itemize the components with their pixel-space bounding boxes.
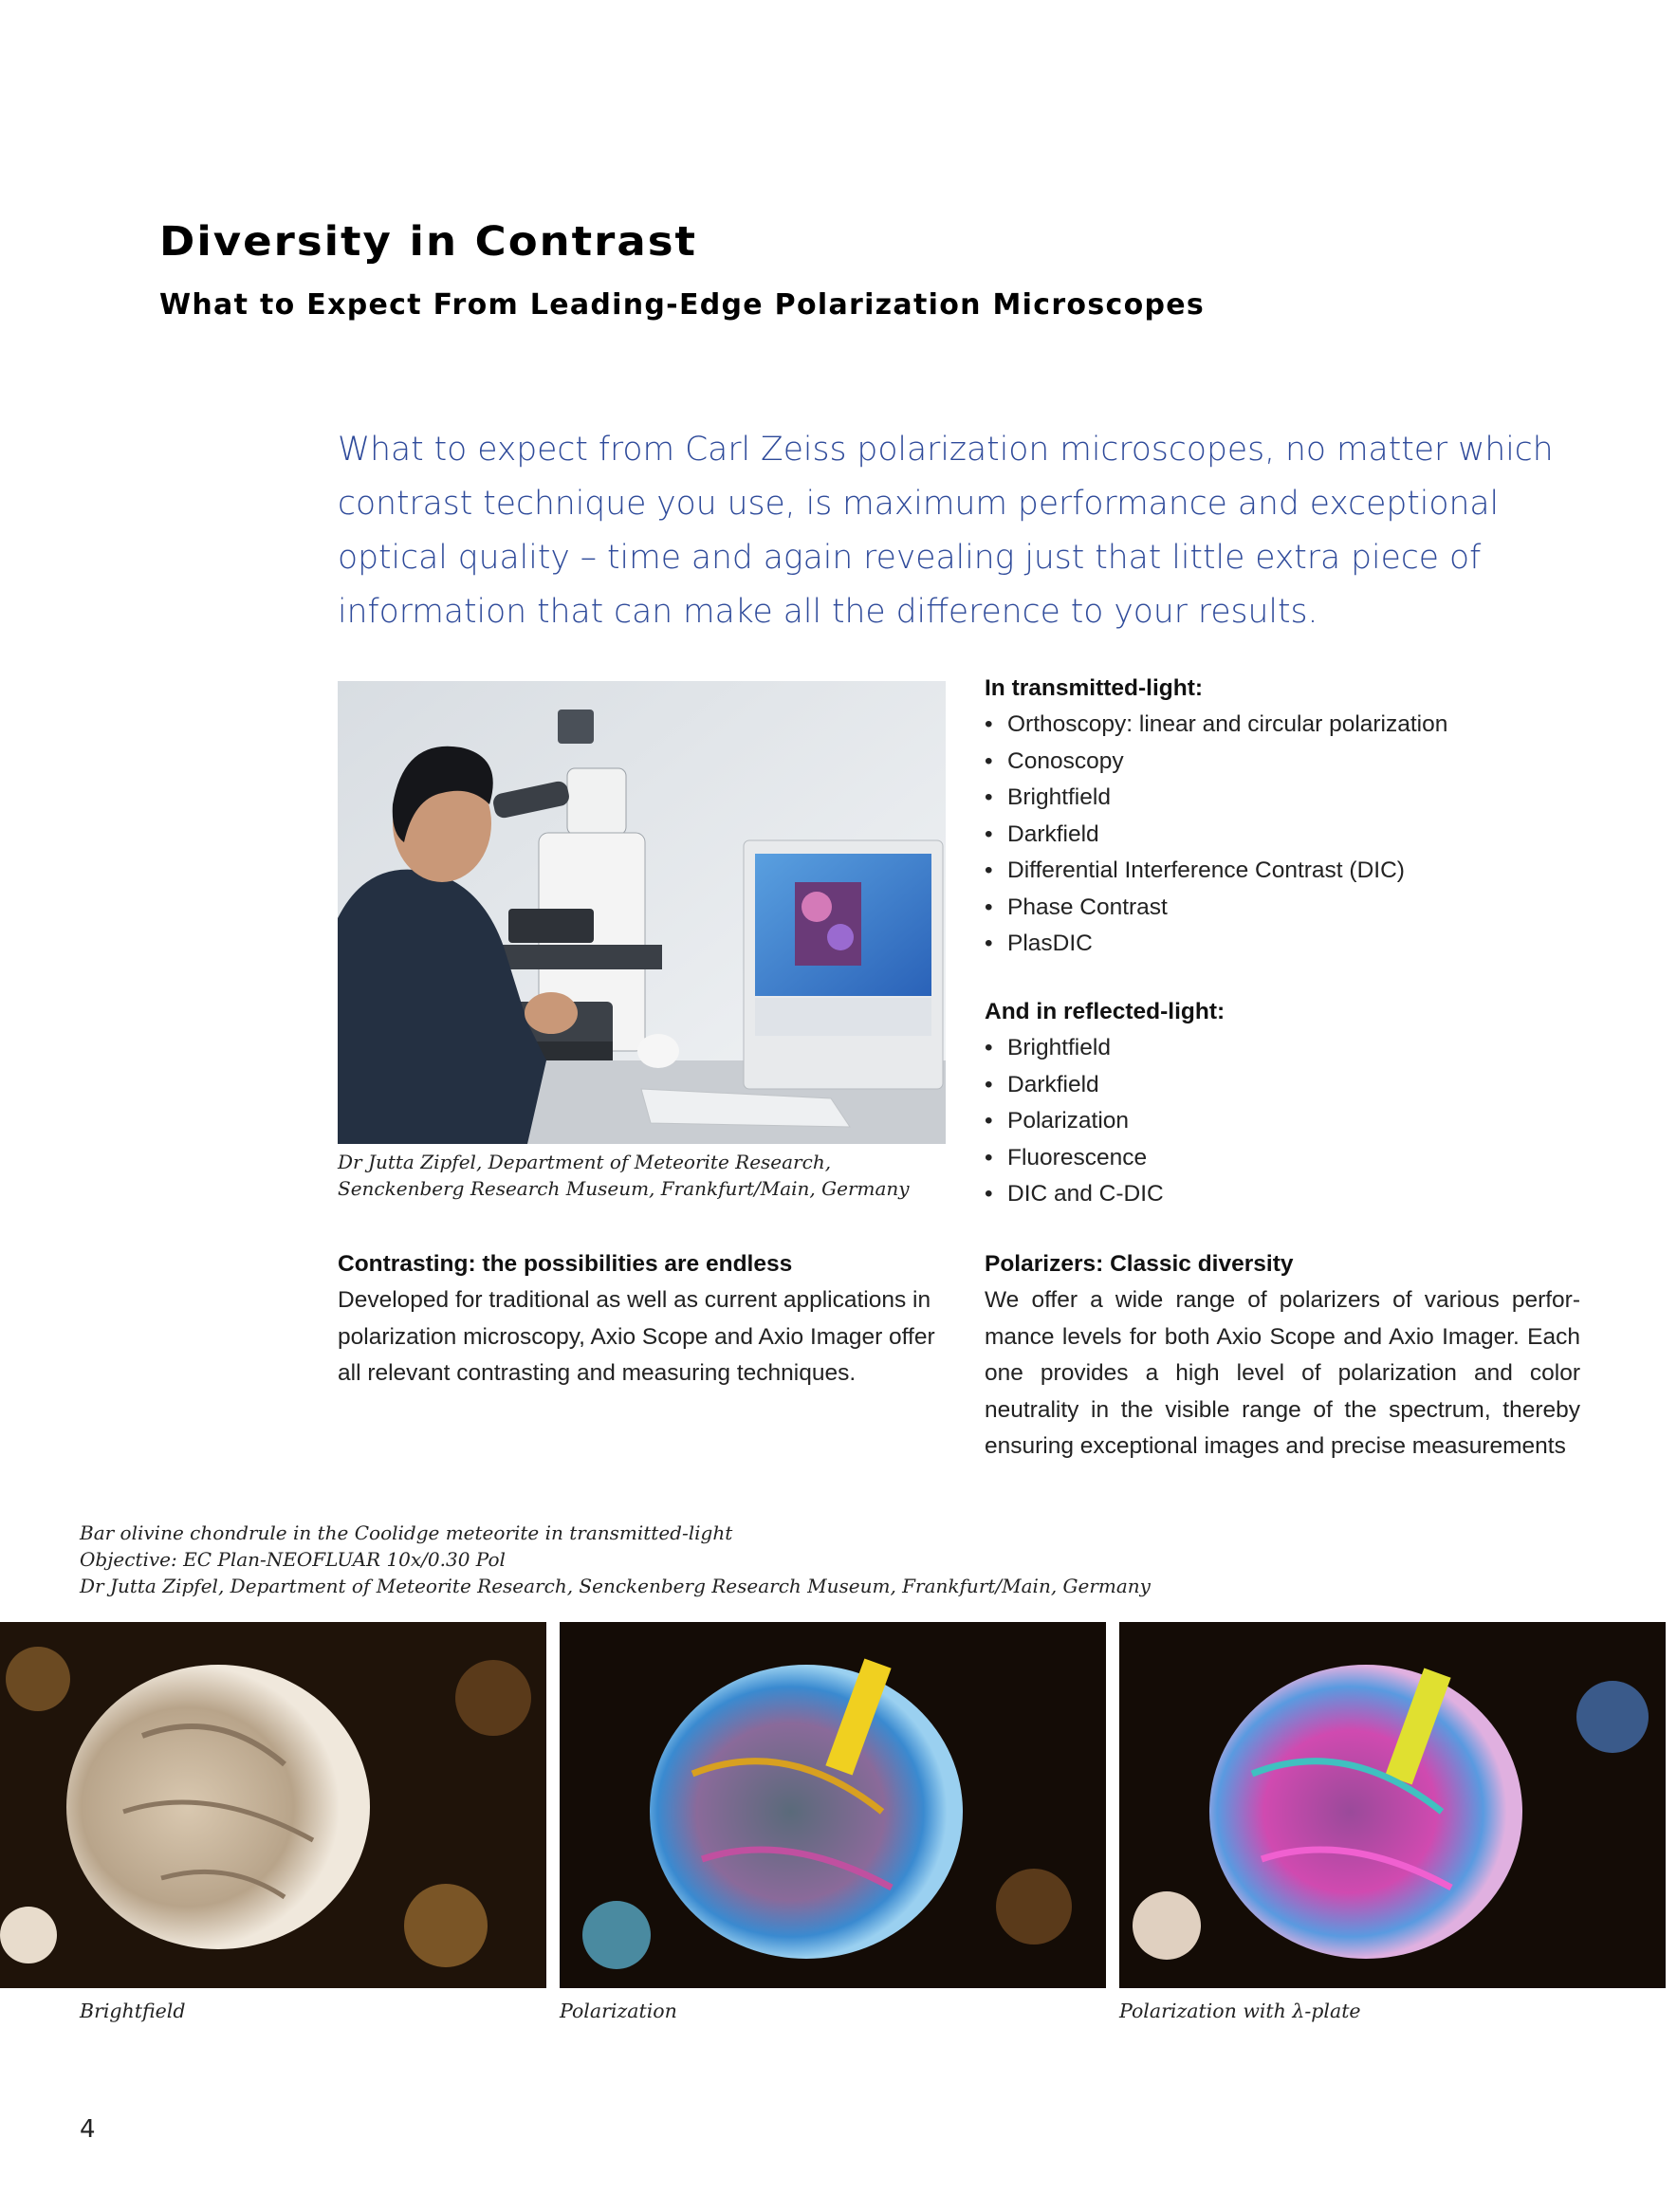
reflected-light-section bbox=[985, 994, 1592, 1213]
list-item: • Orthoscopy: linear and circular polarization bbox=[985, 707, 1592, 744]
figure-caption-line: Objective: EC Plan-NEOFLUAR 10x/0.30 Pol bbox=[80, 1548, 506, 1571]
figure-caption-line: Dr Jutta Zipfel, Department of Meteorite Research, Senckenberg Research Museum, Frankfurt/Main, Germany bbox=[80, 1575, 1151, 1597]
list-item: • Darkfield bbox=[985, 817, 1592, 854]
contrasting-heading: Contrasting: the possibilities are endless bbox=[338, 1251, 793, 1277]
list-item: • Differential Interference Contrast (DIC) bbox=[985, 853, 1592, 890]
list-item: • Brightfield bbox=[985, 1030, 1592, 1067]
transmitted-light-section bbox=[985, 671, 1592, 963]
reflected-light-heading: And in reflected-light: bbox=[985, 999, 1226, 1024]
page-number: 4 bbox=[80, 2115, 96, 2144]
list-item: • DIC and C-DIC bbox=[985, 1176, 1592, 1213]
list-item: • Phase Contrast bbox=[985, 890, 1592, 927]
photo-caption bbox=[338, 1149, 910, 1202]
reflected-light-list bbox=[985, 1030, 1592, 1213]
transmitted-light-list bbox=[985, 707, 1592, 963]
brightfield-micrograph bbox=[0, 1622, 546, 1988]
figure-caption-line: Bar olivine chondrule in the Coolidge meteorite in transmitted-light bbox=[80, 1521, 733, 1544]
list-item: • Fluorescence bbox=[985, 1140, 1592, 1177]
intro-paragraph: What to expect from Carl Zeiss polarization microscopes, no matter which contrast technique you use, is maximum performance and exceptional optical quality – time and again revealing just that little extra piece of information that can make all the difference to your results. bbox=[338, 431, 1554, 631]
polarizers-section bbox=[985, 1246, 1580, 1465]
transmitted-light-heading: In transmitted-light: bbox=[985, 675, 1204, 701]
list-item: • Conoscopy bbox=[985, 744, 1592, 781]
page-title: Diversity in Contrast bbox=[159, 217, 698, 266]
lambda-plate-label: Polarization with λ-plate bbox=[1119, 2000, 1361, 2022]
list-item: • PlasDIC bbox=[985, 926, 1592, 963]
polarization-micrograph bbox=[560, 1622, 1106, 1988]
page-subtitle: What to Expect From Leading-Edge Polarization Microscopes bbox=[159, 288, 1206, 322]
contrasting-body: Developed for traditional as well as current applications in polarization microscopy, Axio Scope and Axio Imager offer all relevant contrasting and measuring techniques. bbox=[338, 1287, 935, 1386]
polarizers-body: We offer a wide range of polarizers of various perfor-mance levels for both Axio Scope and Axio Imager. Each one provides a high level of polarization and color neutrality in the visible range of the spectrum, thereby ensuring exceptional images and precise measurements bbox=[985, 1287, 1580, 1459]
polarizers-heading: Polarizers: Classic diversity bbox=[985, 1251, 1294, 1277]
brightfield-label: Brightfield bbox=[80, 2000, 186, 2022]
lambda-plate-micrograph bbox=[1119, 1622, 1666, 1988]
microscope-photo bbox=[338, 681, 946, 1144]
photo-caption-line: Senckenberg Research Museum, Frankfurt/Main, Germany bbox=[338, 1177, 910, 1200]
list-item: • Polarization bbox=[985, 1103, 1592, 1140]
list-item: • Darkfield bbox=[985, 1067, 1592, 1104]
contrasting-section bbox=[338, 1246, 947, 1392]
polarization-label: Polarization bbox=[560, 2000, 677, 2022]
photo-caption-line: Dr Jutta Zipfel, Department of Meteorite Research, bbox=[338, 1151, 832, 1173]
figure-caption bbox=[80, 1520, 1151, 1599]
list-item: • Brightfield bbox=[985, 780, 1592, 817]
